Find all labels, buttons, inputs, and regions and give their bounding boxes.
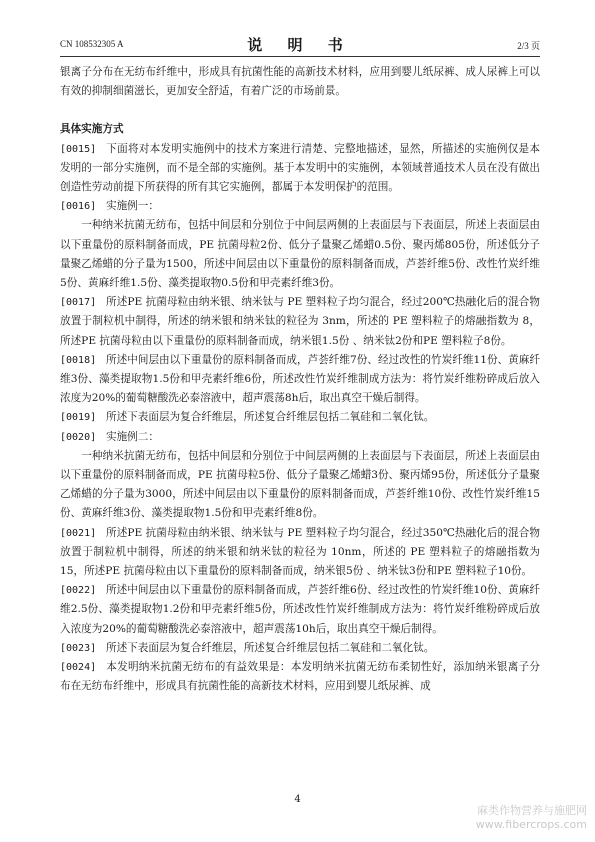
paragraph-number: [0015] <box>60 143 97 155</box>
numbered-paragraph <box>60 524 540 582</box>
paragraph-text: 所述下表面层为复合纤维层，所述复合纤维层包括二氧硅和二氧化钛。 <box>106 411 435 424</box>
page-indicator: 2/3 页 <box>517 41 540 51</box>
page-number: 4 <box>294 794 301 805</box>
numbered-paragraph <box>60 408 540 427</box>
numbered-paragraph <box>60 140 540 198</box>
watermark-line-1: 麻类作物营养与施肥网 <box>477 804 587 817</box>
paragraph-text: 所述PE 抗菌母粒由纳米银、纳米钛与 PE 塑料粒子均匀混合，经过200℃热融化后的混合物放置于制粒机中制得，所述的纳米银和纳米钛的粒径为 3nm，所述的 PE 塑料粒子的熔融指数为 8，所述PE 抗菌母粒由以下重量份的原料制备而成，纳米银1.5份 、纳米钛2份和PE 塑料粒子8份。 <box>60 296 540 347</box>
numbered-paragraph <box>60 658 540 696</box>
paragraph-text: 实施例二： <box>106 430 159 443</box>
section-heading: 具体实施方式 <box>60 123 124 136</box>
paragraph-text: 所述下表面层为复合纤维层，所述复合纤维层包括二氧硅和二氧化钛。 <box>106 641 435 654</box>
watermark-line-2: www.fibercrops.com <box>475 818 587 831</box>
paragraph-text: 一种纳米抗菌无纺布，包括中间层和分别位于中间层两侧的上表面层与下表面层，所述上表面层由以下重量份的原料制备而成，PE 抗菌母粒5份、低分子量聚乙烯蜡3份、聚丙烯95份，所述低分子量聚乙烯蜡的分子量为3000，所述中间层由以下重量份的原料制备而成，芦荟纤维10份、改性竹炭纤维15份、黄麻纤维3份、藻类提取物1.5份和甲壳素纤维8份。 <box>60 449 540 520</box>
numbered-paragraph <box>60 351 540 409</box>
numbered-paragraph <box>60 293 540 351</box>
paragraph-text: 本发明纳米抗菌无纺布的有益效果是：本发明纳米抗菌无纺布柔韧性好，添加纳米银离子分布在无纺布纤维中，形成具有抗菌性能的高新技术材料，应用到婴儿纸尿裤、成 <box>60 661 540 693</box>
paragraph-number: [0022] <box>60 585 97 597</box>
paragraph-number: [0017] <box>60 297 97 309</box>
paragraph-text: 所述中间层由以下重量份的原料制备而成，芦荟纤维6份、经过改性的竹炭纤维10份、黄麻纤维2.5份、藻类提取物1.2份和甲壳素纤维5份，所述改性竹炭纤维制成方法为：将竹炭纤维粉碎成后放入浓度为20%的葡萄糖酸洗必泰溶液中，超声震荡10h后，取出真空干燥后制得。 <box>60 584 540 635</box>
numbered-paragraph <box>60 581 540 639</box>
numbered-paragraph <box>60 639 540 658</box>
patent-number: CN 108532305 A <box>60 39 124 49</box>
paragraph-number: [0020] <box>60 431 97 443</box>
paragraph-text: 一种纳米抗菌无纺布，包括中间层和分别位于中间层两侧的上表面层与下表面层，所述上表面层由以下重量份的原料制备而成，PE 抗菌母粒2份、低分子量聚乙烯蜡0.5份、聚丙烯805份，所述低分子量聚乙烯蜡的分子量为1500，所述中间层由以下重量份的原料制备而成，芦荟纤维5份、改性竹炭纤维5份、黄麻纤维1.5份、藻类提取物0.5份和甲壳素纤维3份。 <box>60 219 540 290</box>
header-rule <box>60 56 540 57</box>
continued-text: 银离子分布在无纺布纤维中，形成具有抗菌性能的高新技术材料，应用到婴儿纸尿裤、成人尿裤上可以有效的抑制细菌滋长，更加安全舒适，有着广泛的市场前景。 <box>60 66 540 98</box>
paragraph-number: [0024] <box>60 662 97 674</box>
paragraph-number: [0016] <box>60 201 97 213</box>
paragraph-number: [0019] <box>60 412 97 424</box>
paragraph-number: [0021] <box>60 527 97 539</box>
page-header <box>60 34 540 54</box>
paragraph-text: 所述PE 抗菌母粒由纳米银、纳米钛与 PE 塑料粒子均匀混合，经过350℃热融化后的混合物放置于制粒机中制得，所述的纳米银和纳米钛的粒径为 10nm，所述的 PE 塑料粒子的熔融指数为 15，所述PE 抗菌母粒由以下重量份的原料制备而成，纳米银5份 、纳米钛3份和PE 塑料粒子10份。 <box>60 526 540 578</box>
paragraph-number: [0018] <box>60 354 97 366</box>
paragraph-number: [0023] <box>60 642 97 654</box>
document-title: 说 明 书 <box>247 36 353 54</box>
numbered-paragraph <box>60 197 540 216</box>
paragraph-text: 实施例一： <box>106 200 159 213</box>
paragraph-text: 所述中间层由以下重量份的原料制备而成，芦荟纤维7份、经过改性的竹炭纤维11份、黄麻纤维3份、藻类提取物1.5份和甲壳素纤维6份，所述改性竹炭纤维制成方法为：将竹炭纤维粉碎成后放入浓度为20%的葡萄糖酸洗必泰溶液中，超声震荡8h后，取出真空干燥后制得。 <box>60 353 540 405</box>
site-watermark <box>476 804 587 832</box>
paragraph-text: 下面将对本发明实施例中的技术方案进行清楚、完整地描述，显然，所描述的实施例仅是本发明的一部分实施例，而不是全部的实施例。基于本发明中的实施例，本领域普通技术人员在没有做出创造性劳动前提下所获得的所有其它实施例，都属于本发明保护的范围。 <box>60 142 540 194</box>
document-body <box>60 63 540 697</box>
numbered-paragraph <box>60 428 540 447</box>
